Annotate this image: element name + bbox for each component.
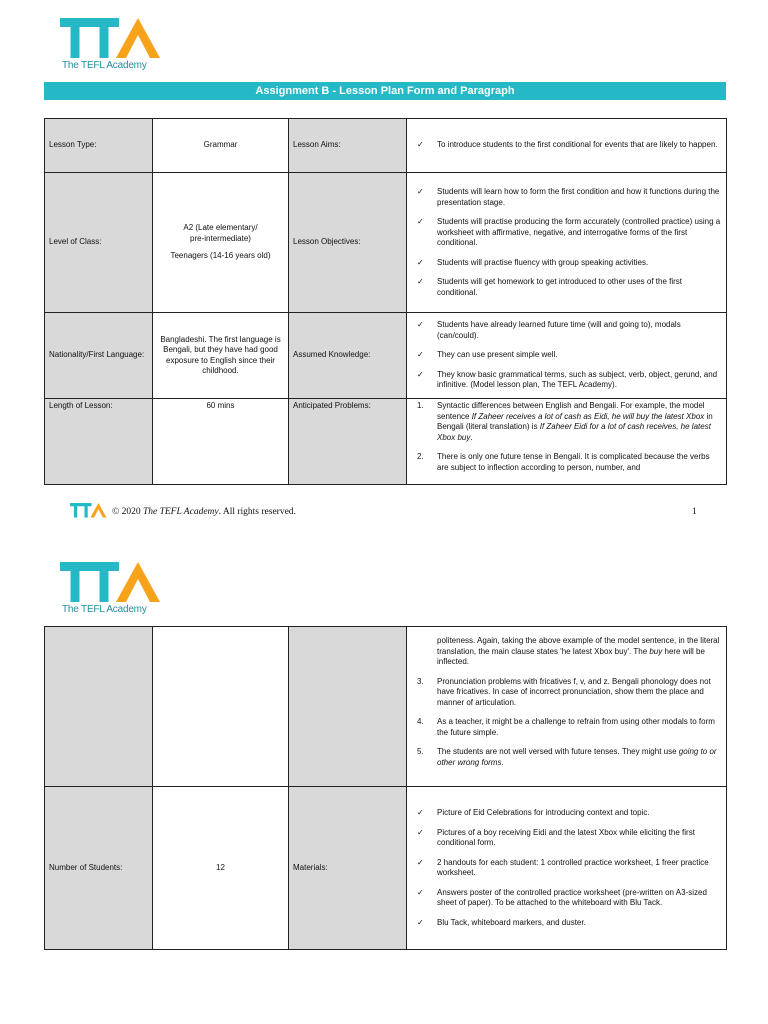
anticipated-problems-label: Anticipated Problems: (289, 399, 407, 485)
list-item: ✓ Picture of Eid Celebrations for introducing context and topic. (417, 808, 650, 817)
check-icon: ✓ (417, 350, 424, 360)
level-value: A2 (Late elementary/ pre-intermediate) Teenagers (14-16 years old) (153, 173, 289, 313)
list-item: ✓ Students will practise fluency with group speaking activities. (417, 257, 649, 267)
tta-logo-mark (60, 562, 164, 606)
materials-list (411, 808, 722, 928)
tta-logo-page2 (60, 562, 164, 615)
check-icon: ✓ (417, 857, 424, 867)
table-row (45, 313, 727, 399)
objectives-list (411, 187, 722, 298)
assignment-banner: Assignment B - Lesson Plan Form and Paragraph (44, 82, 726, 100)
check-icon: ✓ (417, 217, 424, 226)
materials-label: Materials: (289, 787, 407, 950)
table-row (45, 627, 727, 787)
check-icon: ✓ (417, 187, 424, 196)
logo-subtitle: The TEFL Academy (62, 604, 147, 615)
copyright-text: © 2020 The TEFL Academy. All rights reserved. (112, 507, 296, 517)
check-icon: ✓ (417, 140, 424, 150)
lesson-plan-table-page1 (44, 118, 727, 485)
length-label: Length of Lesson: (45, 399, 153, 485)
table-row (45, 173, 727, 313)
logo-subtitle: The TEFL Academy (62, 60, 147, 71)
empty-label-cell (289, 627, 407, 787)
lesson-plan-table-page2 (44, 626, 727, 950)
list-item: ✓ Students will get homework to get introduced to other uses of the first conditional. (417, 277, 683, 297)
check-icon: ✓ (417, 808, 424, 817)
assumed-knowledge-content (407, 313, 727, 399)
tta-logo (60, 18, 164, 71)
lesson-aims-label: Lesson Aims: (289, 119, 407, 173)
nationality-value: Bangladeshi. The first language is Bengali, but they have had good exposure to English since their childhood. (153, 313, 289, 399)
list-item: ✓ Answers poster of the controlled practice worksheet (pre-written on A3-sized sheet of paper). To be attached to the whiteboard with Blu Tack. (417, 887, 707, 907)
lesson-type-label: Lesson Type: (45, 119, 153, 173)
list-item: ✓ 2 handouts for each student: 1 controlled practice worksheet, 1 freer practice worksheet. (417, 857, 709, 877)
lesson-aims-content (407, 119, 727, 173)
list-item: ✓ Blu Tack, whiteboard markers, and duster. (417, 917, 586, 927)
check-icon: ✓ (417, 827, 424, 837)
list-item: ✓ Pictures of a boy receiving Eidi and the latest Xbox while eliciting the first conditional form. (417, 827, 695, 847)
table-row (45, 119, 727, 173)
anticipated-problems-continued: politeness. Again, taking the above example of the model sentence, in the literal translation, the main clause states 'he latest Xbox buy'. The buy here will be inflected. 3. Pronunciation problems with fricatives f, v, and z. Bengali phonology does not have fricatives. In case of incorrect pronunciation, show them the place and manner of articulation. 4. As a teacher, it might be a challenge to refrain from using other modals to form the future simple. 5. The students are not well versed with future tenses. They might use going to or other wrong forms. (407, 627, 727, 787)
objectives-content (407, 173, 727, 313)
check-icon: ✓ (417, 257, 424, 267)
nationality-label: Nationality/First Language: (45, 313, 153, 399)
list-item: 3. Pronunciation problems with fricatives f, v, and z. Bengali phonology does not have fricatives. In case of incorrect pronunciation, show them the place and manner of articulation. (417, 676, 711, 707)
assumed-knowledge-label: Assumed Knowledge: (289, 313, 407, 399)
number-of-students-label: Number of Students: (45, 787, 153, 950)
check-icon: ✓ (417, 887, 424, 897)
list-item: ✓ To introduce students to the first conditional for events that are likely to happen. (417, 140, 718, 150)
list-item: ✓ Students will practise producing the form accurately (controlled practice) using a worksheet with affirmative, negative, and interrogative forms of the first conditional. (417, 217, 721, 247)
list-item: 1. Syntactic differences between English and Bengali. For example, the model sentence If Zaheer receives a lot of cash as Eidi, he will buy the latest Xbox in Bengali (literal translation) is If Zaheer Eidi for a lot of cash receives, he latest Xbox buy. (417, 401, 713, 442)
aims-list (411, 140, 722, 151)
materials-content (407, 787, 727, 950)
tta-logo-mark (60, 18, 164, 62)
check-icon: ✓ (417, 369, 424, 379)
table-row (45, 399, 727, 485)
problems-list (411, 677, 722, 769)
anticipated-problems-content (407, 399, 727, 485)
list-item: ✓ Students have already learned future time (will and going to), modals (can/could). (417, 320, 681, 340)
check-icon: ✓ (417, 277, 424, 286)
level-label: Level of Class: (45, 173, 153, 313)
footer-logo-icon (70, 503, 108, 519)
list-item: ✓ They know basic grammatical terms, such as subject, verb, object, gerund, and infinitive. (Model lesson plan, The TEFL Academy). (417, 369, 718, 390)
page-number: 1 (692, 507, 697, 517)
number-of-students-value: 12 (153, 787, 289, 950)
lesson-type-value: Grammar (153, 119, 289, 173)
list-item: 2. There is only one future tense in Bengali. It is complicated because the verbs are subject to inflection according to person, number, and (417, 452, 710, 472)
assumed-list (411, 320, 722, 391)
list-item: ✓ Students will learn how to form the first condition and how it functions during the presentation stage. (417, 187, 720, 207)
table-row (45, 787, 727, 950)
check-icon: ✓ (417, 917, 424, 927)
length-value: 60 mins (153, 399, 289, 485)
empty-value-cell (153, 627, 289, 787)
list-item: ✓ They can use present simple well. (417, 350, 558, 360)
page-footer (70, 503, 710, 521)
check-icon: ✓ (417, 320, 424, 330)
empty-label-cell (45, 627, 153, 787)
list-item: 5. The students are not well versed with future tenses. They might use going to or other wrong forms. (417, 747, 717, 767)
problems-list (411, 401, 722, 473)
list-item: 4. As a teacher, it might be a challenge to refrain from using other modals to form the future simple. (417, 717, 715, 737)
objectives-label: Lesson Objectives: (289, 173, 407, 313)
